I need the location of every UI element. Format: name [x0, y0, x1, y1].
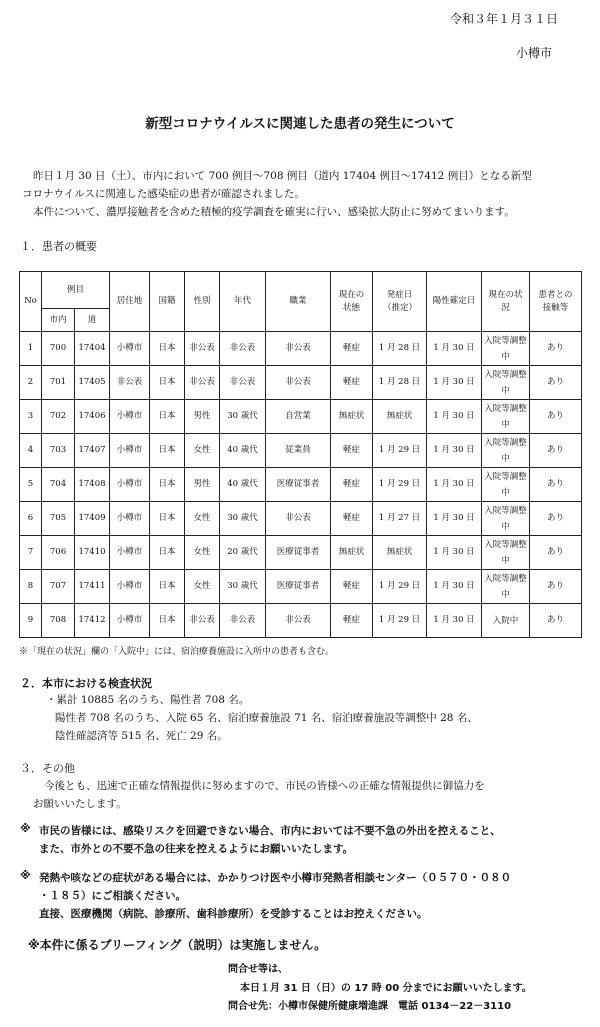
cell-status: 入院等調整中 [482, 570, 530, 604]
cell-job: 医療従事者 [266, 468, 331, 502]
cell-city-no: 705 [42, 502, 75, 536]
cell-age: 30 歳代 [220, 400, 266, 434]
cell-age: 20 歳代 [220, 536, 266, 570]
cell-gender: 女性 [185, 502, 220, 536]
intro-line-2: コロナウイルスに関連した感染症の患者が確認されました。 [22, 188, 305, 200]
cell-job: 非公表 [266, 604, 331, 638]
cell-residence: 小樽市 [110, 502, 150, 536]
cell-status: 入院等調整中 [482, 468, 530, 502]
cell-nationality: 日本 [150, 434, 185, 468]
cell-onset: 1 月 27 日 [373, 502, 427, 536]
cell-contact: あり [530, 502, 582, 536]
cell-city-no: 703 [42, 434, 75, 468]
col-header-positive-date: 陽性確定日 [427, 272, 482, 332]
cell-job: 医療従事者 [266, 570, 331, 604]
cell-condition: 無症状 [331, 400, 373, 434]
cell-nationality: 日本 [150, 366, 185, 400]
cell-no: 8 [20, 570, 42, 604]
cell-city-no: 700 [42, 332, 75, 366]
cell-residence: 小樽市 [110, 570, 150, 604]
cell-status: 入院等調整中 [482, 366, 530, 400]
table-row [20, 332, 582, 366]
cell-job: 自営業 [266, 400, 331, 434]
other-line-1: 今後とも、迅速で正確な情報提供に努めますので、市民の皆様への正確な情報提供に御協力を [44, 780, 485, 792]
cell-job: 非公表 [266, 366, 331, 400]
cell-condition: 軽症 [331, 604, 373, 638]
table-row [20, 434, 582, 468]
cell-residence: 小樽市 [110, 468, 150, 502]
section-2-heading: ２．本市における検査状況 [20, 677, 152, 690]
cell-status: 入院等調整中 [482, 434, 530, 468]
cell-positive-date: 1 月 30 日 [427, 468, 482, 502]
cell-status: 入院等調整中 [482, 400, 530, 434]
cell-age: 30 歳代 [220, 502, 266, 536]
cell-city-no: 701 [42, 366, 75, 400]
table-row [20, 536, 582, 570]
cell-contact: あり [530, 434, 582, 468]
cell-no: 3 [20, 400, 42, 434]
cell-nationality: 日本 [150, 468, 185, 502]
cell-positive-date: 1 月 30 日 [427, 604, 482, 638]
cell-gender: 男性 [185, 400, 220, 434]
cell-status: 入院等調整中 [482, 502, 530, 536]
cell-job: 従業員 [266, 434, 331, 468]
other-line-2: お願いいたします。 [33, 798, 127, 810]
cell-contact: あり [530, 468, 582, 502]
cell-condition: 軽症 [331, 468, 373, 502]
cell-condition: 軽症 [331, 502, 373, 536]
cell-no: 6 [20, 502, 42, 536]
notice-2-line-1: 発熱や咳などの症状がある場合には、かかりつけ医や小樽市発熱者相談センター（０５７０・０８０ [39, 872, 512, 884]
table-row [20, 400, 582, 434]
briefing-notice: ※本件に係るブリーフィング（説明）は実施しません。 [28, 938, 327, 952]
cell-contact: あり [530, 366, 582, 400]
contact-line-3: 問合せ先：小樽市保健所健康増進課 電話 0134－22－3110 [228, 1001, 512, 1012]
cell-condition: 軽症 [331, 434, 373, 468]
cell-nationality: 日本 [150, 502, 185, 536]
cell-nationality: 日本 [150, 332, 185, 366]
col-header-onset: 発症日（推定） [373, 272, 427, 332]
cell-pref-no: 17405 [75, 366, 110, 400]
cell-residence: 非公表 [110, 366, 150, 400]
cell-status: 入院等調整中 [482, 332, 530, 366]
cell-residence: 小樽市 [110, 434, 150, 468]
testing-line-3: 陰性確認済等 515 名、死亡 29 名。 [55, 730, 228, 742]
cell-status: 入院等調整中 [482, 536, 530, 570]
testing-line-1: ・累計 10885 名のうち、陽性者 708 名。 [46, 694, 250, 706]
cell-onset: 1 月 29 日 [373, 468, 427, 502]
cell-pref-no: 17406 [75, 400, 110, 434]
cell-onset: 1 月 29 日 [373, 604, 427, 638]
table-row [20, 502, 582, 536]
cell-gender: 非公表 [185, 366, 220, 400]
cell-city-no: 702 [42, 400, 75, 434]
section-1-heading: １．患者の概要 [20, 240, 97, 253]
cell-gender: 女性 [185, 536, 220, 570]
cell-status: 入院中 [482, 604, 530, 638]
cell-pref-no: 17407 [75, 434, 110, 468]
cell-gender: 非公表 [185, 332, 220, 366]
cell-age: 非公表 [220, 332, 266, 366]
notice-1-line-1: 市民の皆様には、感染リスクを回避できない場合、市内においては不要不急の外出を控えること、 [39, 825, 501, 837]
table-row [20, 604, 582, 638]
section-3-heading: ３．その他 [20, 762, 75, 775]
cell-pref-no: 17411 [75, 570, 110, 604]
cell-job: 非公表 [266, 502, 331, 536]
cell-contact: あり [530, 570, 582, 604]
table-row [20, 468, 582, 502]
cell-age: 非公表 [220, 604, 266, 638]
col-header-city-no: 市内 [42, 309, 75, 332]
cell-residence: 小樽市 [110, 332, 150, 366]
patient-table [19, 271, 582, 638]
cell-gender: 非公表 [185, 604, 220, 638]
col-header-condition: 現在の状態 [331, 272, 373, 332]
intro-line-3: 本件について、濃厚接触者を含めた積極的疫学調査を確実に行い、感染拡大防止に努めてまいります。 [33, 206, 515, 218]
col-header-no: No [20, 272, 42, 332]
cell-residence: 小樽市 [110, 604, 150, 638]
cell-age: 30 歳代 [220, 570, 266, 604]
cell-residence: 小樽市 [110, 536, 150, 570]
cell-age: 非公表 [220, 366, 266, 400]
testing-line-2: 陽性者 708 名のうち、入院 65 名、宿泊療養施設 71 名、宿泊療養施設等調整中 28 名、 [55, 712, 478, 724]
col-header-gender: 性別 [185, 272, 220, 332]
cell-onset: 1 月 29 日 [373, 434, 427, 468]
document-title: 新型コロナウイルスに関連した患者の発生について [145, 116, 455, 132]
cell-positive-date: 1 月 30 日 [427, 570, 482, 604]
table-row [20, 366, 582, 400]
col-header-case: 例目 [42, 272, 110, 309]
cell-city-no: 708 [42, 604, 75, 638]
col-header-age: 年代 [220, 272, 266, 332]
cell-residence: 小樽市 [110, 400, 150, 434]
cell-job: 非公表 [266, 332, 331, 366]
cell-no: 4 [20, 434, 42, 468]
cell-age: 40 歳代 [220, 468, 266, 502]
cell-positive-date: 1 月 30 日 [427, 366, 482, 400]
cell-job: 医療従事者 [266, 536, 331, 570]
cell-positive-date: 1 月 30 日 [427, 332, 482, 366]
cell-onset: 1 月 29 日 [373, 570, 427, 604]
cell-positive-date: 1 月 30 日 [427, 434, 482, 468]
cell-pref-no: 17409 [75, 502, 110, 536]
issuer-city: 小樽市 [515, 46, 552, 60]
cell-city-no: 707 [42, 570, 75, 604]
cell-condition: 軽症 [331, 366, 373, 400]
contact-line-1: 問合せ等は、 [228, 964, 288, 975]
cell-nationality: 日本 [150, 536, 185, 570]
cell-no: 5 [20, 468, 42, 502]
col-header-contact: 患者との接触等 [530, 272, 582, 332]
col-header-job: 職業 [266, 272, 331, 332]
cell-no: 1 [20, 332, 42, 366]
cell-no: 7 [20, 536, 42, 570]
intro-line-1: 昨日１月 30 日（土）、市内において 700 例目～708 例目（道内 17404 例目～17412 例目）となる新型 [33, 170, 532, 182]
notice-1-line-2: また、市外との不要不急の往来を控えるようにお願いいたします。 [39, 843, 354, 855]
cell-contact: あり [530, 604, 582, 638]
cell-city-no: 706 [42, 536, 75, 570]
cell-contact: あり [530, 536, 582, 570]
notice-1-mark: ※ [20, 822, 31, 835]
cell-no: 2 [20, 366, 42, 400]
notice-2-line-2: ・１８５）にご相談ください。 [39, 890, 186, 902]
cell-city-no: 704 [42, 468, 75, 502]
cell-nationality: 日本 [150, 400, 185, 434]
col-header-nationality: 国籍 [150, 272, 185, 332]
col-header-pref-no: 道 [75, 309, 110, 332]
cell-onset: 無症状 [373, 400, 427, 434]
cell-condition: 軽症 [331, 332, 373, 366]
cell-gender: 女性 [185, 570, 220, 604]
document-date: 令和３年１月３１日 [449, 12, 558, 26]
col-header-residence: 居住地 [110, 272, 150, 332]
cell-onset: 無症状 [373, 536, 427, 570]
cell-pref-no: 17404 [75, 332, 110, 366]
cell-onset: 1 月 28 日 [373, 332, 427, 366]
cell-contact: あり [530, 400, 582, 434]
cell-condition: 無症状 [331, 536, 373, 570]
cell-contact: あり [530, 332, 582, 366]
table-row [20, 570, 582, 604]
cell-gender: 女性 [185, 434, 220, 468]
cell-gender: 男性 [185, 468, 220, 502]
notice-2-line-3: 直接、医療機関（病院、診療所、歯科診療所）を受診することはお控えください。 [39, 908, 428, 920]
cell-age: 40 歳代 [220, 434, 266, 468]
cell-pref-no: 17412 [75, 604, 110, 638]
cell-no: 9 [20, 604, 42, 638]
notice-2-mark: ※ [20, 869, 31, 882]
contact-line-2: 本日１月 31 日（日）の 17 時 00 分までにお願いいたします。 [240, 983, 532, 994]
cell-positive-date: 1 月 30 日 [427, 536, 482, 570]
cell-positive-date: 1 月 30 日 [427, 502, 482, 536]
table-footnote: ※「現在の状況」欄の「入院中」には、宿泊療養施設に入所中の患者も含む。 [19, 647, 335, 657]
cell-nationality: 日本 [150, 604, 185, 638]
cell-pref-no: 17410 [75, 536, 110, 570]
cell-nationality: 日本 [150, 570, 185, 604]
col-header-status: 現在の状況 [482, 272, 530, 332]
cell-onset: 1 月 28 日 [373, 366, 427, 400]
cell-condition: 軽症 [331, 570, 373, 604]
cell-positive-date: 1 月 30 日 [427, 400, 482, 434]
cell-pref-no: 17408 [75, 468, 110, 502]
